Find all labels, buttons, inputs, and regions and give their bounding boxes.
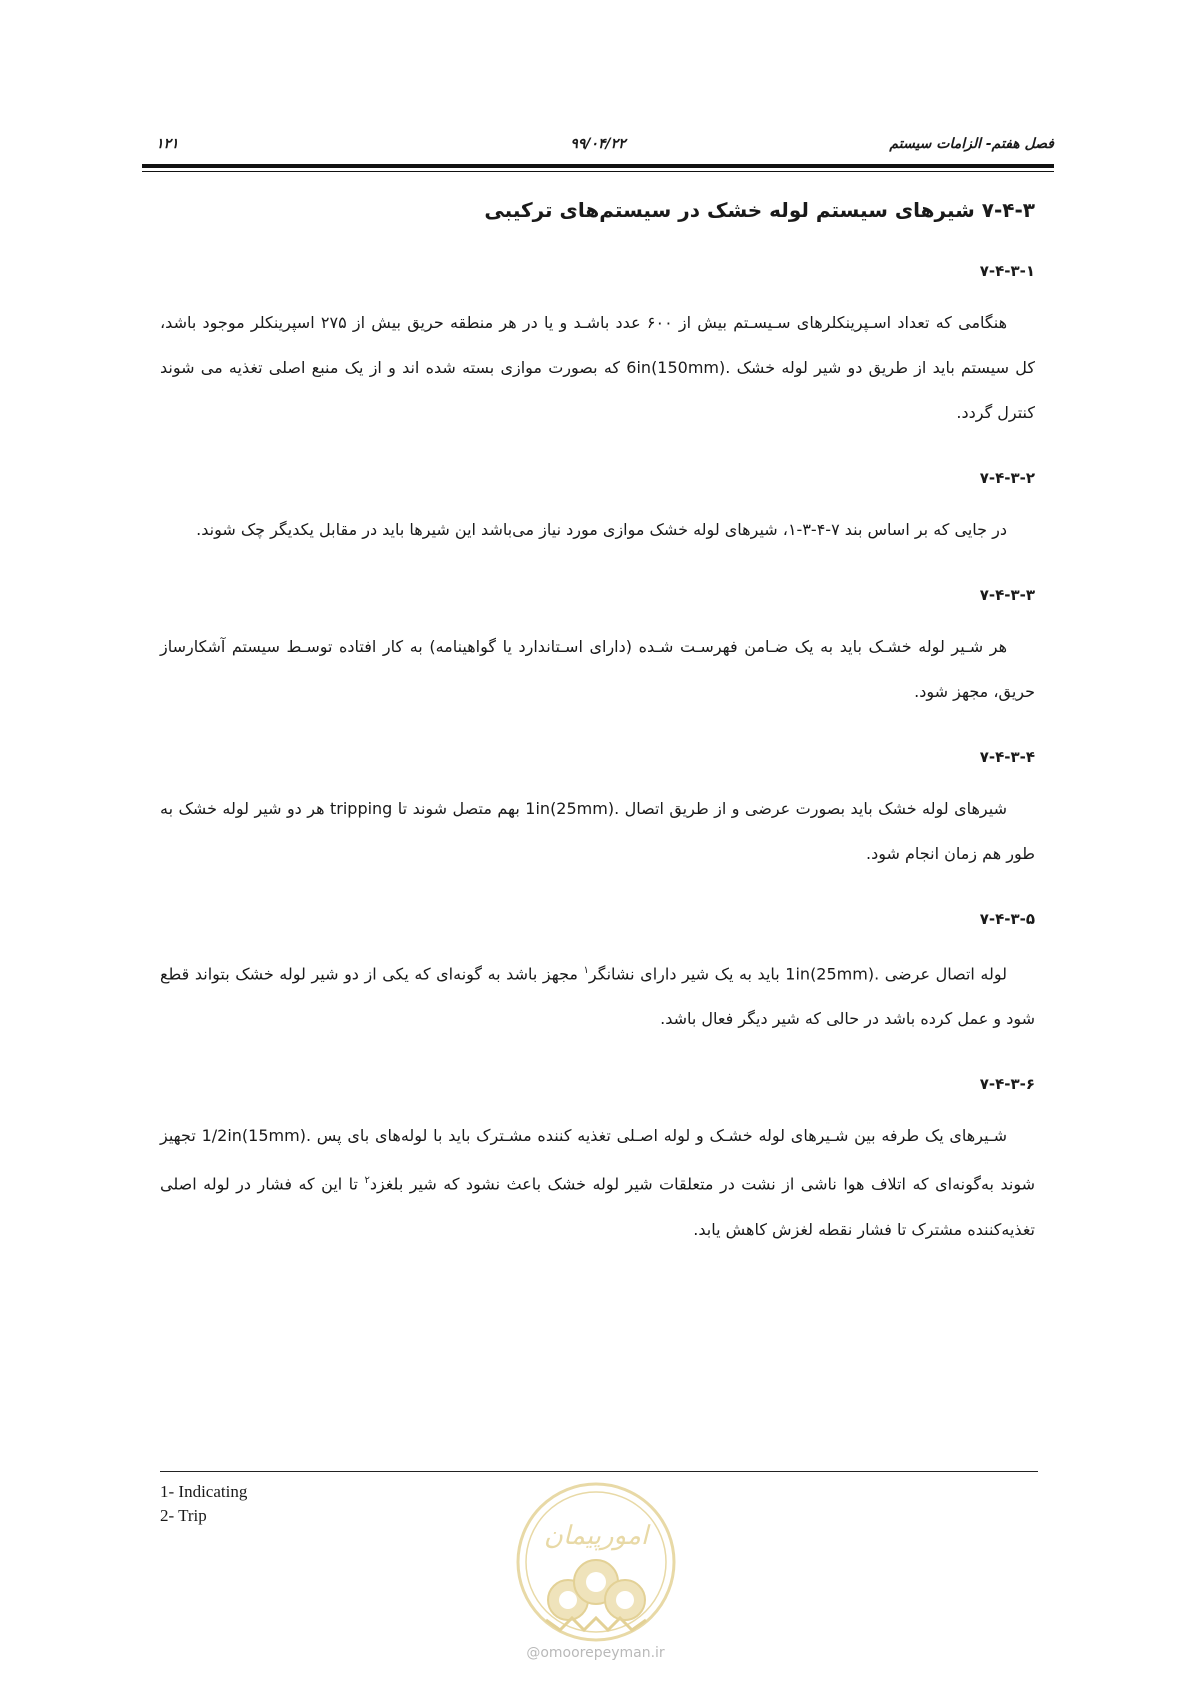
document-body <box>160 198 1035 1286</box>
chapter-title: فصل هفتم- الزامات سیستم <box>889 136 1054 152</box>
clause-text-part: شـیرهای یک طرفه بین شـیرهای لوله خشـک و لوله اصـلی تغذیه کننده مشـترک باید با لوله‌های بای پس .1/2in(15mm) تجهیز شوند به‌گونه‌ای که اتلاف هوا ناشی از نشت در متعلقات شیر لوله خشک باعث نشود که شیر بلغزد <box>160 1126 1035 1194</box>
clause-number: ۷-۴-۳-۳ <box>979 586 1035 604</box>
clause-text-part: تا این که فشار در لوله اصلی تغذیه‌کننده مشترک تا فشار نقطه لغزش کاهش یابد. <box>160 1174 1035 1239</box>
page-number: ۱۲۱ <box>156 136 179 152</box>
footnote-rule <box>160 1471 1038 1472</box>
clause-text <box>160 948 1035 1041</box>
header-rule-thin <box>142 171 1054 172</box>
watermark-logo-icon <box>512 1478 680 1648</box>
footnote-ref: ۲ <box>364 1175 370 1187</box>
clause-number: ۷-۴-۳-۵ <box>979 910 1035 928</box>
footnotes <box>160 1480 247 1528</box>
clause-text-part: مجهز باشد به گونه‌ای که یکی از دو شیر لوله خشک بتواند قطع شود و عمل کرده باشد در حالی که شیر دیگر فعال باشد. <box>160 964 1035 1029</box>
clause-number: ۷-۴-۳-۲ <box>979 469 1035 487</box>
watermark-url: @omoorepeyman.ir <box>526 1645 665 1661</box>
footnote-2: 2- Trip <box>160 1506 207 1525</box>
page-header <box>142 130 1054 170</box>
clause-text: هر شـیر لوله خشـک باید به یک ضـامن فهرسـت شـده (دارای اسـتاندارد یا گواهینامه) به کار افتاده توسـط سیستم آشکارساز حریق، مجهز شود. <box>160 637 1035 701</box>
clause-text <box>160 1113 1035 1251</box>
section-title: ۷-۴-۳ شیرهای سیستم لوله خشک در سیستم‌های ترکیبی <box>484 198 1035 222</box>
footnote-1: 1- Indicating <box>160 1482 248 1501</box>
clause-text: شیرهای لوله خشک باید بصورت عرضی و از طریق اتصال .1in(25mm) بهم متصل شوند تا tripping هر دو شیر لوله خشک به طور هم زمان انجام شود. <box>160 799 1035 863</box>
clause-text-part: لوله اتصال عرضی .1in(25mm) باید به یک شیر دارای نشانگر <box>588 964 1008 984</box>
header-rule-thick <box>142 164 1054 168</box>
clause-number: ۷-۴-۳-۶ <box>979 1075 1035 1094</box>
clause-number: ۷-۴-۳-۴ <box>979 748 1035 766</box>
svg-text:امورپیمان: امورپیمان <box>543 1521 649 1551</box>
footnote-ref: ۱ <box>583 965 589 976</box>
clause-number: ۷-۴-۳-۱ <box>979 262 1035 280</box>
revision-date: ۹۹/۰۴/۲۲ <box>570 136 626 152</box>
clause-text: در جایی که بر اساس بند ۷-۴-۳-۱، شیرهای لوله خشک موازی مورد نیاز می‌باشد این شیرها باید در مقابل یکدیگر چک شوند. <box>196 520 1007 539</box>
clause-text: هنگامی که تعداد اسـپرینکلرهای سـیسـتم بیش از ۶۰۰ عدد باشـد و یا در هر منطقه حریق بیش از ۲۷۵ اسپرینکلر موجود باشد، کل سیستم باید از طریق دو شیر لوله خشک .6in(150mm) که بصورت موازی بسته شده اند و از یک منبع اصلی تغذیه می شوند کنترل گردد. <box>160 313 1035 422</box>
